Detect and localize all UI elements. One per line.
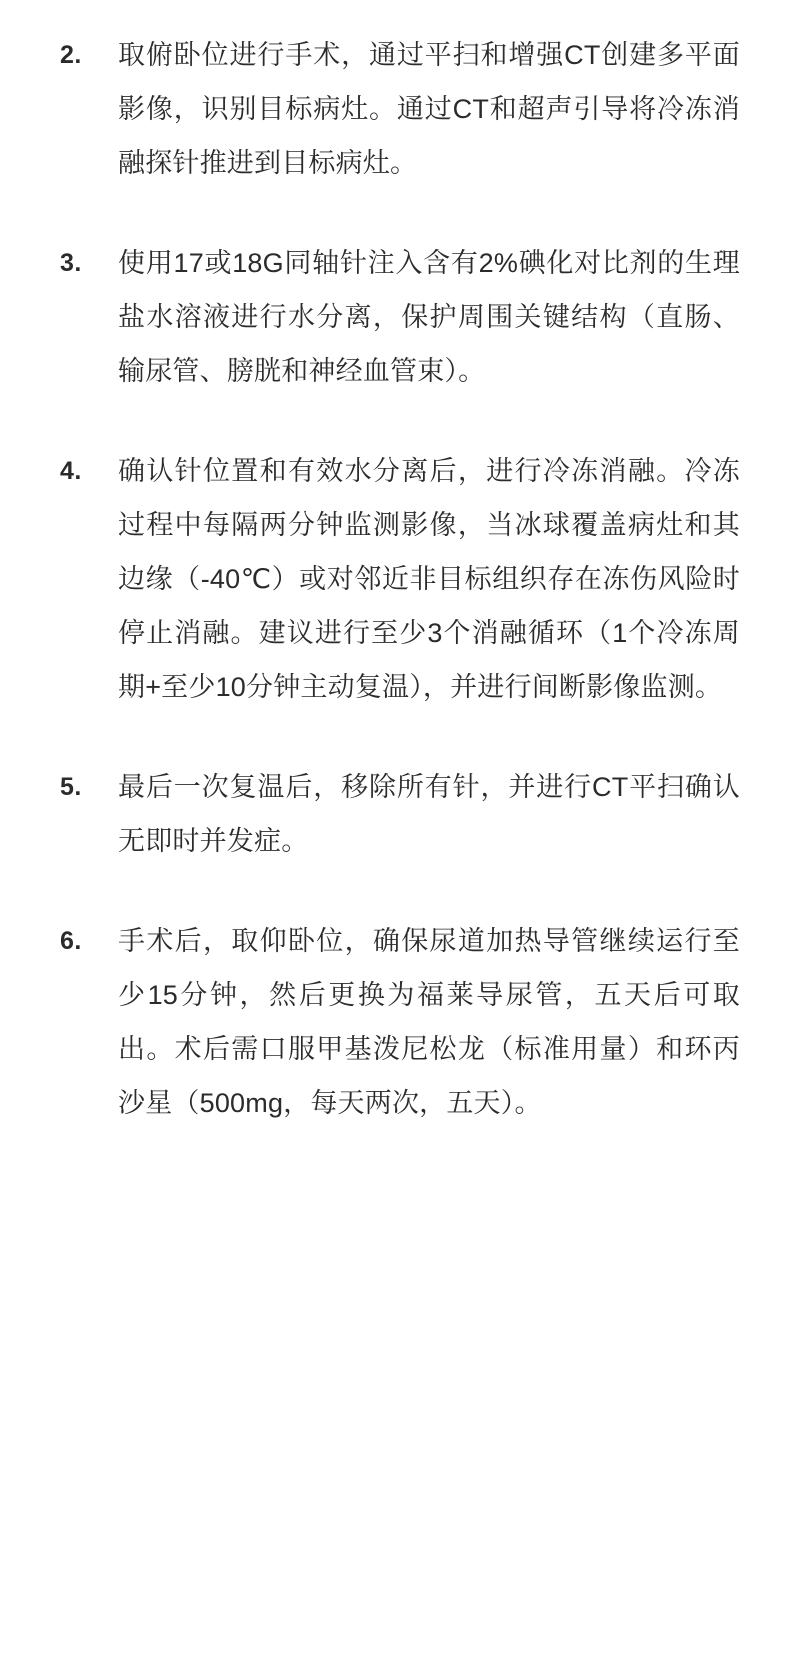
procedure-step-list [60, 28, 740, 1130]
step-number: 2. [60, 41, 82, 69]
step-number: 6. [60, 927, 82, 955]
list-item [60, 444, 740, 714]
step-text: 手术后，取仰卧位，确保尿道加热导管继续运行至少15分钟，然后更换为福莱导尿管，五天后可取出。术后需口服甲基泼尼松龙（标准用量）和环丙沙星（500mg，每天两次，五天）。 [118, 926, 740, 1118]
step-number: 4. [60, 457, 82, 485]
step-number: 3. [60, 249, 82, 277]
list-item [60, 236, 740, 398]
step-text: 使用17或18G同轴针注入含有2%碘化对比剂的生理盐水溶液进行水分离，保护周围关键结构（直肠、输尿管、膀胱和神经血管束）。 [118, 248, 740, 386]
step-text: 确认针位置和有效水分离后，进行冷冻消融。冷冻过程中每隔两分钟监测影像，当冰球覆盖病灶和其边缘（-40℃）或对邻近非目标组织存在冻伤风险时停止消融。建议进行至少3个消融循环（1个冷冻周期+至少10分钟主动复温），并进行间断影像监测。 [118, 456, 740, 702]
step-text: 取俯卧位进行手术，通过平扫和增强CT创建多平面影像，识别目标病灶。通过CT和超声引导将冷冻消融探针推进到目标病灶。 [118, 40, 740, 178]
step-number: 5. [60, 773, 82, 801]
list-item [60, 28, 740, 190]
list-item [60, 760, 740, 868]
step-text: 最后一次复温后，移除所有针，并进行CT平扫确认无即时并发症。 [118, 772, 740, 856]
list-item [60, 914, 740, 1130]
